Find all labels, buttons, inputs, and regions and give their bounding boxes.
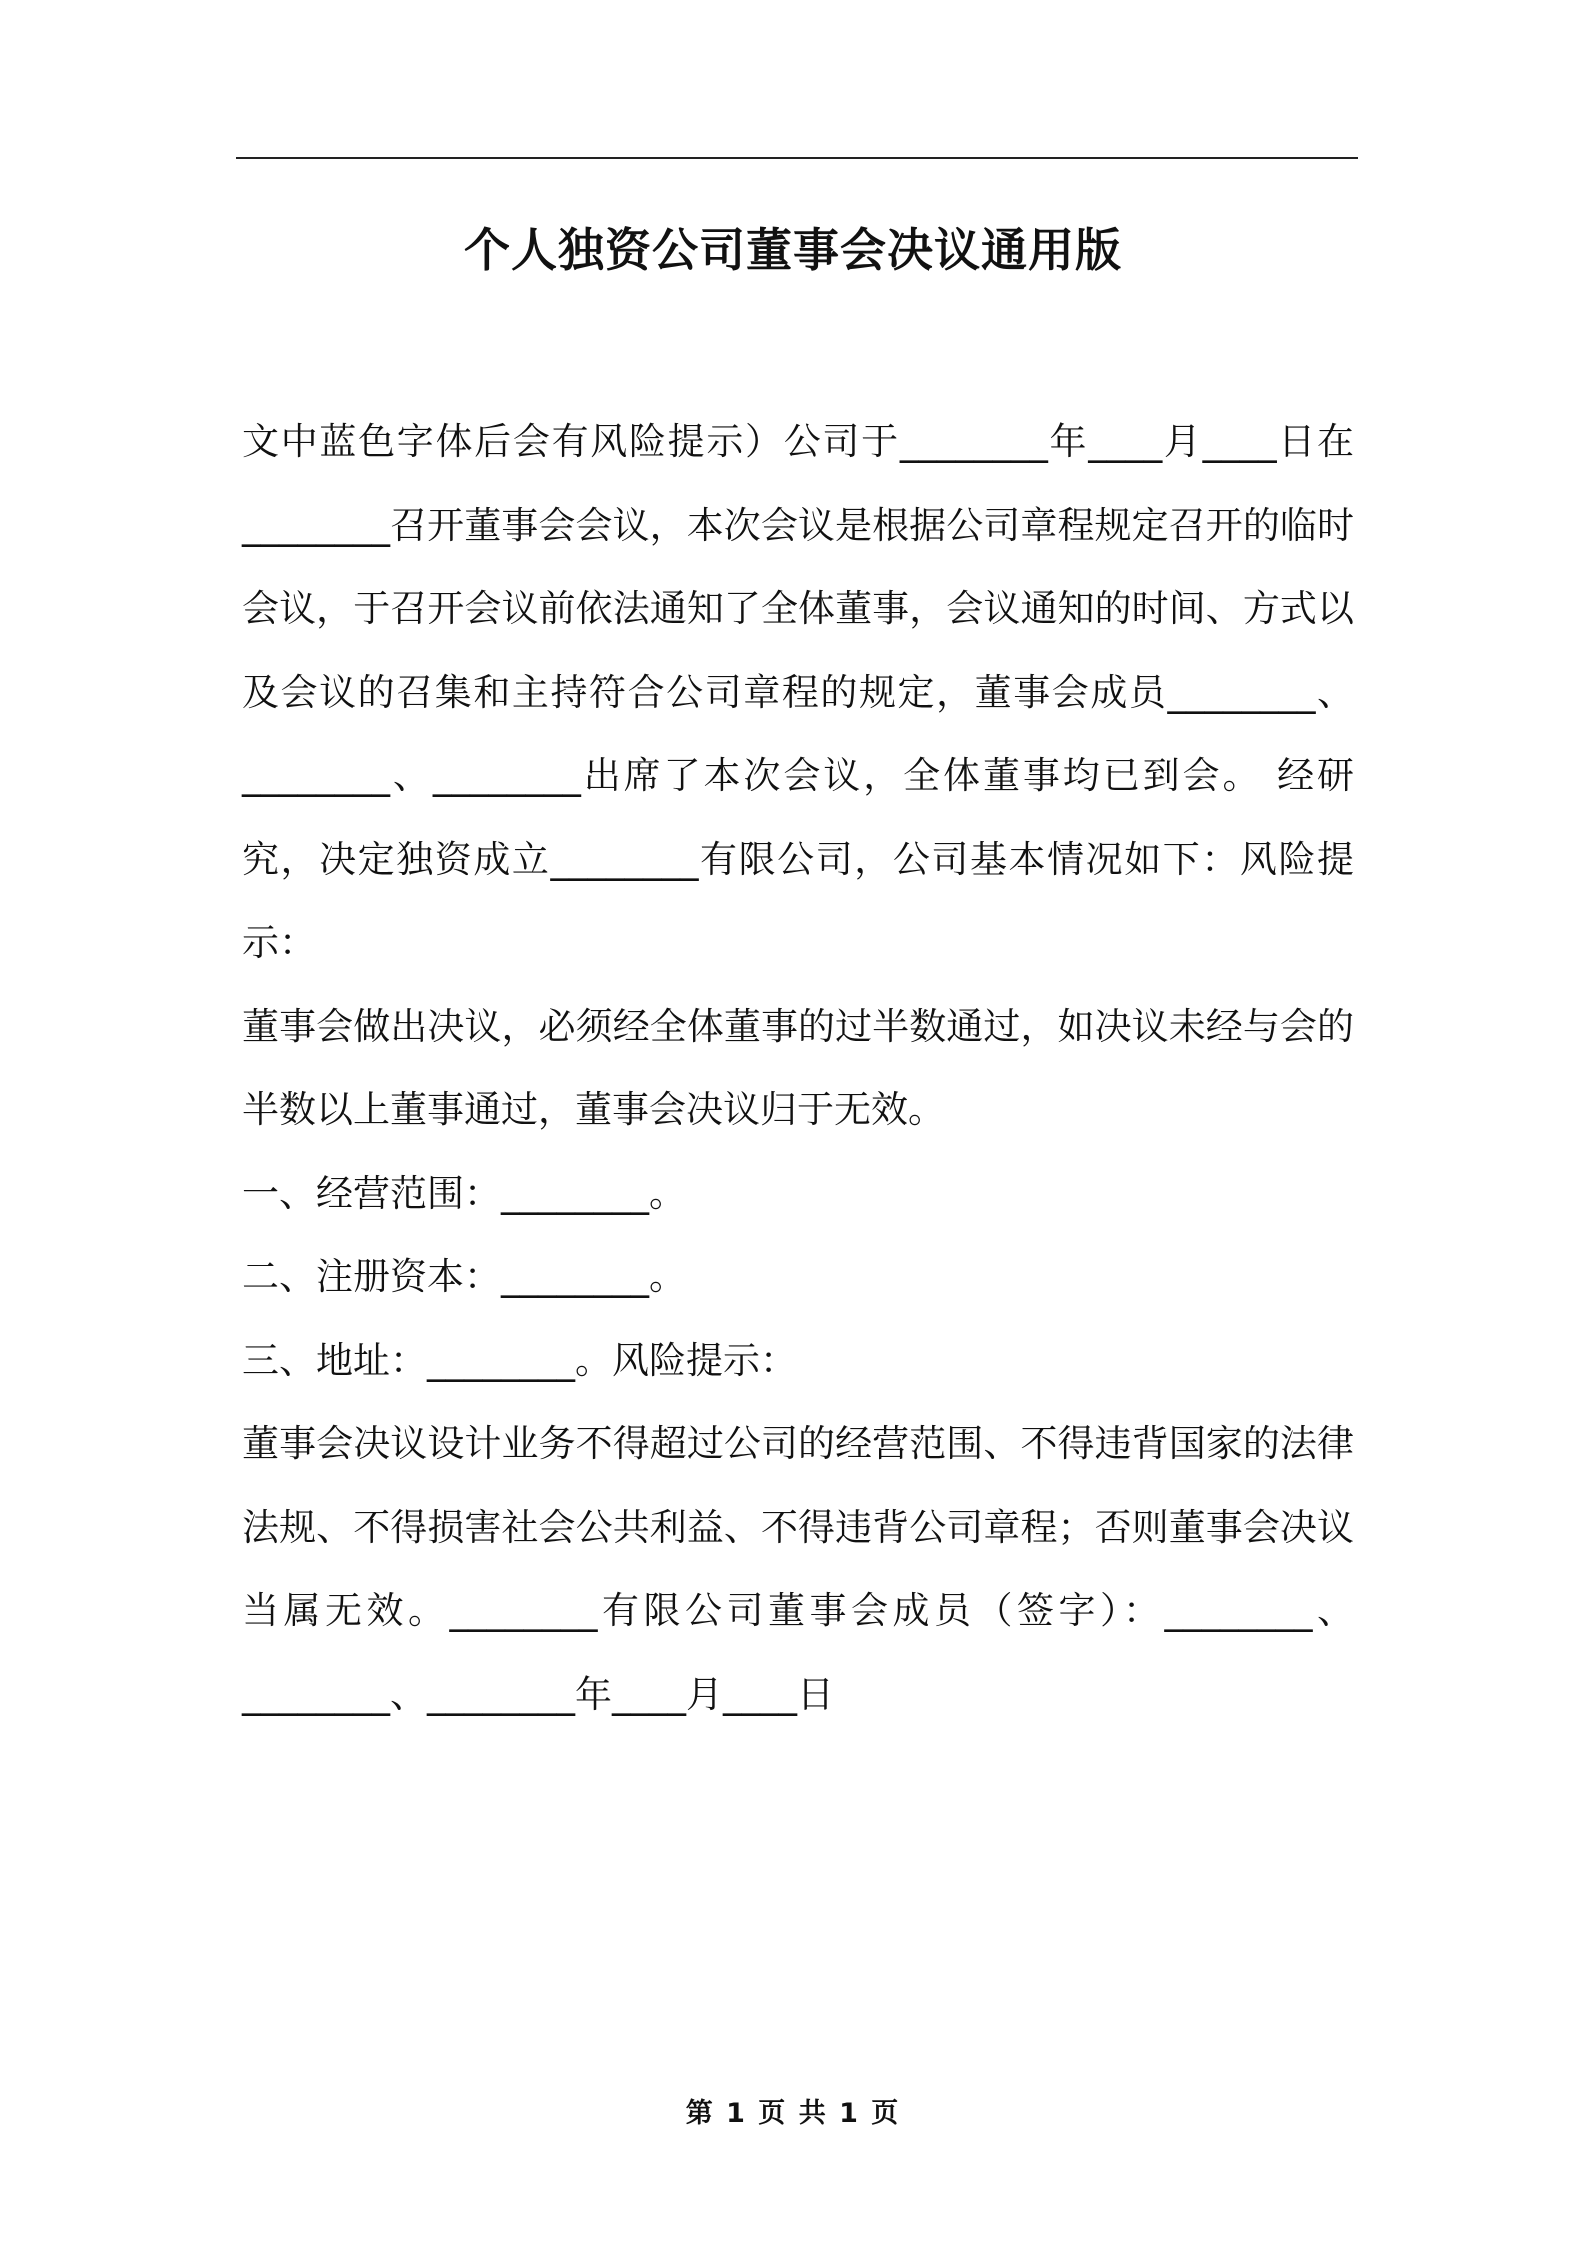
header-rule bbox=[236, 157, 1358, 159]
page-number: 第 1 页 共 1 页 bbox=[685, 2098, 901, 2129]
paragraph-risk-scope-signatures: 董事会决议设计业务不得超过公司的经营范围、不得违背国家的法律法规、不得损害社会公共利益、不得违背公司章程；否则董事会决议当属无效。________有限公司董事会成员（签字）：________、________、________年____月____日 bbox=[242, 1422, 1354, 1716]
item-address: 三、地址：________。风险提示： bbox=[242, 1338, 797, 1382]
document-body bbox=[242, 400, 1354, 1736]
paragraph-meeting-intro: 文中蓝色字体后会有风险提示）公司于________年____月____日在________召开董事会会议，本次会议是根据公司章程规定召开的临时会议，于召开会议前依法通知了全体董事，会议通知的时间、方式以及会议的召集和主持符合公司章程的规定，董事会成员________、________、________出席了本次会议，全体董事均已到会。 经研究，决定独资成立________有限公司，公司基本情况如下：风险提示： bbox=[242, 420, 1354, 964]
item-registered-capital: 二、注册资本：________。 bbox=[242, 1255, 686, 1298]
paragraph-risk-voting: 董事会做出决议，必须经全体董事的过半数通过，如决议未经与会的半数以上董事通过，董事会决议归于无效。 bbox=[242, 1004, 1354, 1131]
document-title: 个人独资公司董事会决议通用版 bbox=[464, 223, 1122, 277]
item-business-scope: 一、经营范围：________。 bbox=[242, 1171, 686, 1215]
